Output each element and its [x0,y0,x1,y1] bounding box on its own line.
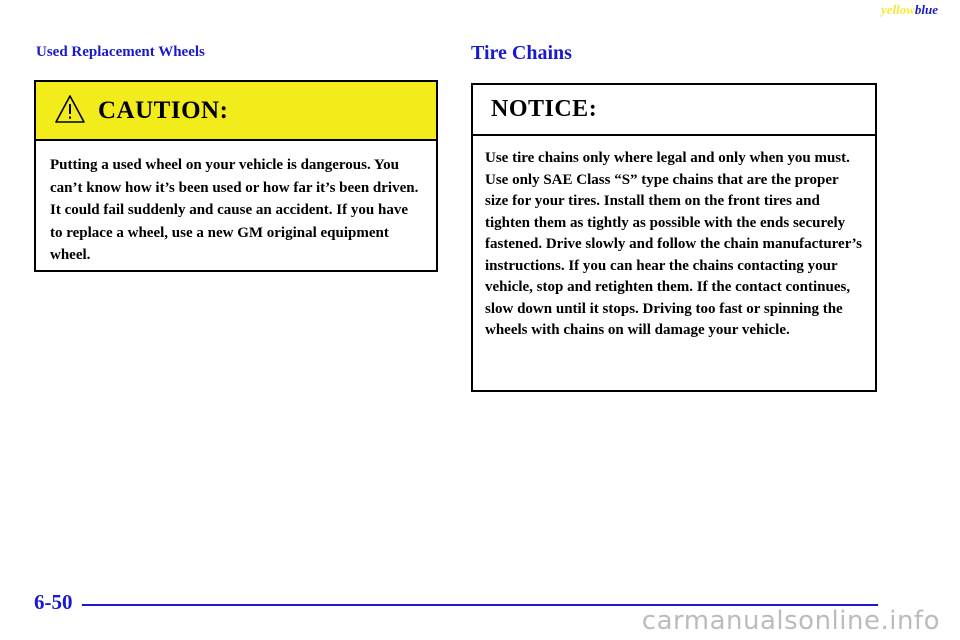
notice-box [471,83,877,392]
section-heading-tire-chains: Tire Chains [471,42,572,64]
color-tag-blue: blue [914,2,938,17]
print-color-tag [881,2,938,18]
caution-title: CAUTION: [98,96,229,124]
site-watermark: carmanualsonline.info [641,606,940,636]
warning-triangle-icon [54,94,86,124]
page-number: 6-50 [34,590,73,614]
notice-title: NOTICE: [491,96,598,122]
caution-header [36,82,436,141]
color-tag-yellow: yellow [880,2,915,17]
caution-text: Putting a used wheel on your vehicle is dangerous. You can’t know how it’s been used or how far it’s been driven. It could fail suddenly and cause an accident. If you have to replace a wheel, use a new GM original equipment wheel. [50,157,419,263]
caution-box [34,80,438,272]
notice-text: Use tire chains only where legal and only when you must. Use only SAE Class “S” type chains that are the proper size for your tires. Install them on the front tires and tighten them as tightly as possible with the ends securely fastened. Drive slowly and follow the chain manufacturer’s instructions. If you can hear the chains contacting your vehicle, stop and retighten them. If the contact continues, slow down until it stops. Driving too fast or spinning the wheels with chains on will damage your vehicle. [485,150,862,338]
section-heading-used-wheels: Used Replacement Wheels [36,44,205,60]
notice-header [473,85,875,136]
